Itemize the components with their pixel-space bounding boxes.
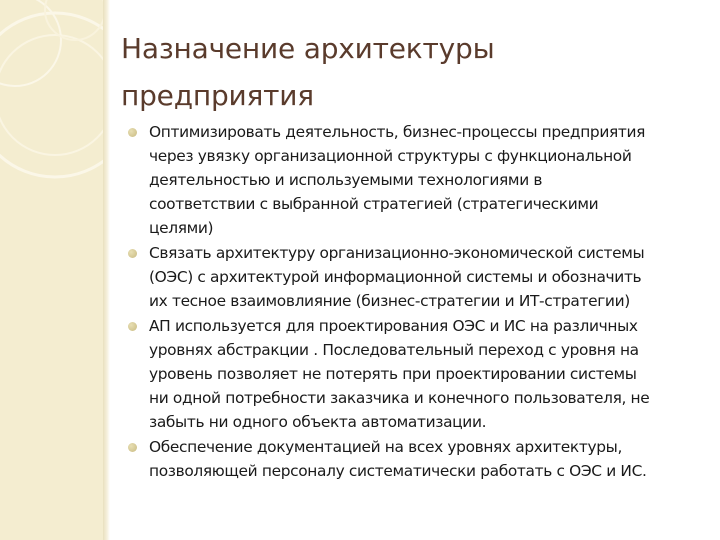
bullet-line: целями) [149, 219, 214, 237]
bullet-line: (ОЭС) с архитектурой информационной системы и обозначить [149, 268, 642, 286]
bullet-dot-icon [128, 249, 137, 258]
bullet-line: ни одной потребности заказчика и конечного пользователя, не [149, 389, 650, 407]
side-panel-edge [103, 0, 110, 540]
bullet-dot-icon [128, 128, 137, 137]
bullet-line: уровнях абстракции . Последовательный переход с уровня на [149, 341, 639, 359]
bullet-line: Связать архитектуру организационно-экономической системы [149, 244, 645, 262]
bullet-line: позволяющей персоналу систематически работать с ОЭС и ИС. [149, 462, 647, 480]
slide-title-line: Назначение архитектуры [121, 32, 495, 65]
bullet-list [128, 120, 708, 484]
bullet-text [149, 120, 708, 240]
bullet-item [128, 314, 708, 434]
bullet-line: Оптимизировать деятельность, бизнес-процессы предприятия [149, 123, 646, 141]
bullet-text [149, 314, 708, 434]
slide-title-line: предприятия [121, 79, 314, 112]
decorative-circles-graphic [0, 0, 103, 540]
bullet-text [149, 435, 708, 483]
bullet-line: через увязку организационной структуры с функциональной [149, 147, 632, 165]
bullet-dot-icon [128, 443, 137, 452]
slide-title [121, 25, 701, 119]
bullet-line: АП используется для проектирования ОЭС и ИС на различных [149, 317, 638, 335]
bullet-line: соответствии с выбранной стратегией (стратегическими [149, 195, 599, 213]
bullet-line: их тесное взаимовлияние (бизнес-стратегии и ИТ-стратегии) [149, 292, 630, 310]
bullet-item [128, 435, 708, 483]
bullet-item [128, 241, 708, 313]
bullet-line: забыть ни одного объекта автоматизации. [149, 413, 487, 431]
bullet-line: уровень позволяет не потерять при проектировании системы [149, 365, 637, 383]
bullet-dot-icon [128, 322, 137, 331]
bullet-line: Обеспечение документацией на всех уровнях архитектуры, [149, 438, 622, 456]
bullet-item [128, 120, 708, 240]
bullet-text [149, 241, 708, 313]
bullet-line: деятельностью и используемыми технологиями в [149, 171, 543, 189]
decorative-side-panel [0, 0, 103, 540]
